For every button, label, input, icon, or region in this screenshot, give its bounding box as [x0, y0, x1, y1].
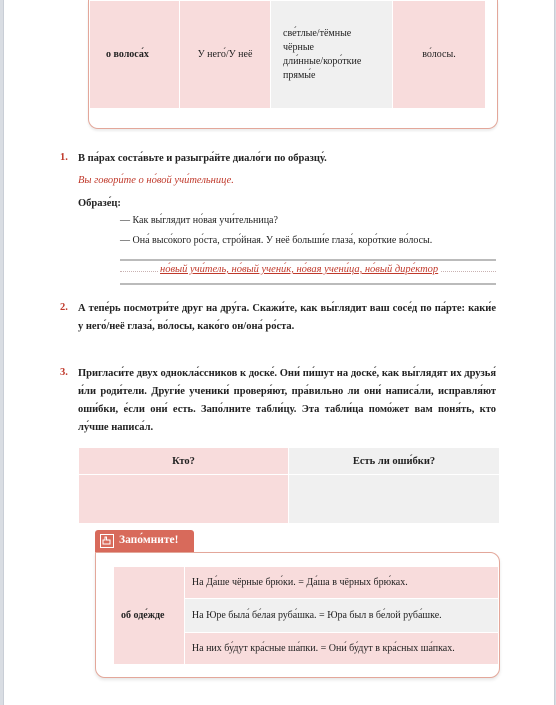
appearance-table: [89, 0, 486, 109]
word-substitution-bar: [120, 259, 496, 285]
substitution-words: но́вый учи́тель, но́вый учени́к, но́вая учени́ца, но́вый дире́ктор: [160, 264, 439, 275]
appearance-table-box: [88, 0, 498, 129]
pointing-hand-icon: [100, 534, 114, 548]
check-table-cell-errors[interactable]: [289, 475, 500, 524]
remember-title: Запо́мните!: [119, 534, 179, 546]
task-number: 3.: [60, 367, 68, 378]
clothing-topic-cell: об оде́жде: [114, 567, 185, 665]
task3-text: Пригласи́те двух однокла́ссников к доске́. Они́ пи́шут на доске́, как вы́глядят их друзья́ и́ли роди́тели. Други́е ученики́ проверя́ют, пра́вильно ли они́ написа́ли, исправля́ют оши́бки, е́сли они́ есть. Запо́лните табли́цу. Эта табли́ца помо́жет вам поня́ть, кто лу́чше написа́л.: [78, 368, 496, 433]
dialogue-line: — Она́ высо́кого ро́ста, стро́йная. У неё больши́е глаза́, коро́ткие во́лосы.: [120, 235, 433, 246]
adjective-line: чёрные: [283, 41, 314, 53]
remember-box: [95, 552, 500, 678]
check-table-cell-who[interactable]: [79, 475, 289, 524]
check-table-header-errors: Есть ли оши́бки?: [289, 448, 500, 475]
check-table-header-who: Кто?: [79, 448, 289, 475]
task-number: 2.: [60, 302, 68, 313]
task2-text: А тепе́рь посмотри́те друг на дру́га. Скажи́те, как вы́глядит ваш сосе́д по па́рте: каки́е у него́/неё глаза́, во́лосы, како́го он/она́ ро́ста.: [78, 303, 496, 332]
table-cell-adjectives: [271, 1, 393, 109]
dialogue-line: — Как вы́глядит но́вая учи́тельница?: [120, 215, 278, 226]
clothing-example: На Юре была́ бе́лая руба́шка. = Юра был в бе́лой руба́шке.: [184, 599, 498, 633]
adjective-line: дли́нные/коро́ткие: [283, 55, 362, 67]
task1-instruction: В па́рах соста́вьте и разыгра́йте диало́ги по образцу́.: [78, 153, 327, 164]
clothing-table: [113, 566, 499, 665]
table-cell-pronoun: У него́/У неё: [180, 1, 271, 109]
textbook-page: [3, 0, 555, 705]
table-cell-topic: о волоса́х: [90, 1, 180, 109]
task1-subtitle: Вы говори́те о но́вой учи́тельнице.: [78, 175, 234, 186]
sample-label: Образе́ц:: [78, 198, 121, 209]
check-table: [78, 447, 500, 524]
adjective-line: прямы́е: [283, 69, 316, 81]
table-cell-noun: во́лосы.: [393, 1, 486, 109]
task-number: 1.: [60, 152, 68, 163]
clothing-example: На Да́ше чёрные брю́ки. = Да́ша в чёрных брю́ках.: [184, 567, 498, 599]
remember-tab: [95, 530, 194, 552]
clothing-example: На них бу́дут кра́сные ша́пки. = Они́ бу́дут в кра́сных ша́пках.: [184, 633, 498, 665]
adjective-line: све́тлые/тёмные: [283, 27, 352, 39]
